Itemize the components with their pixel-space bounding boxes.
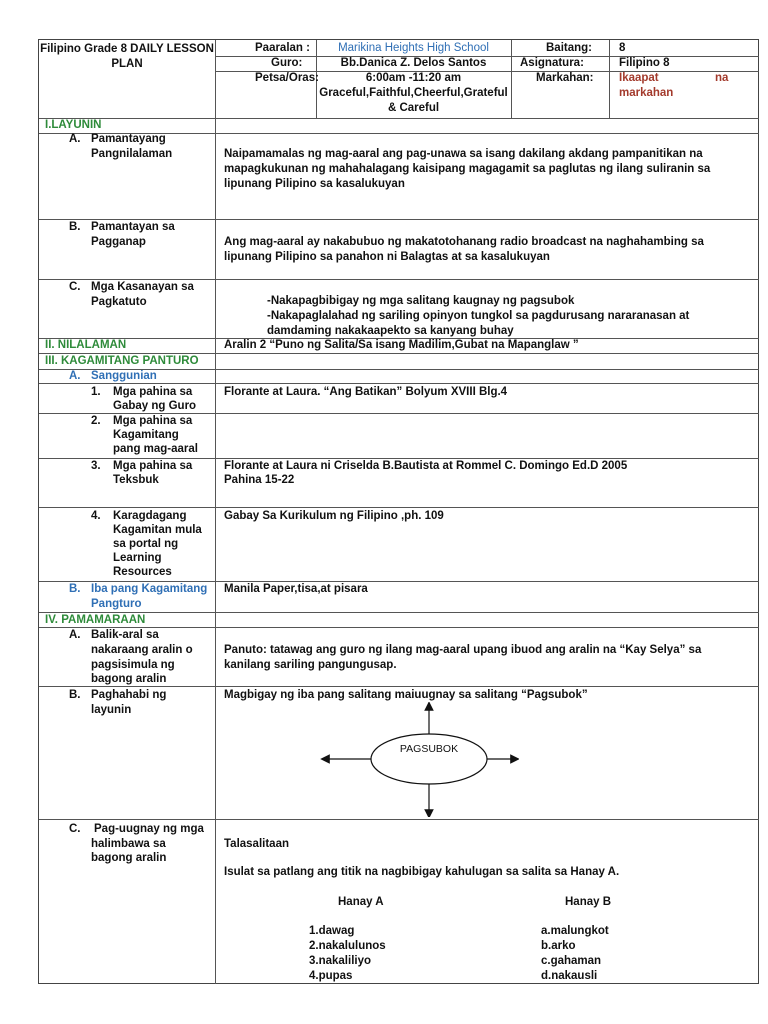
hanay-a-item: 3.nakaliliyo (309, 955, 372, 967)
layunin-c-text-1: -Nakapagbibigay ng mga salitang kaugnay ng pagsubok (267, 295, 575, 307)
layunin-b-label-2: Pagganap (91, 236, 146, 248)
hanay-b-item: b.arko (541, 940, 576, 952)
petsa-value-time: 6:00am -11:20 am (365, 72, 462, 84)
item-1-text: Florante at Laura. “Ang Batikan” Bolyum XVIII Blg.4 (224, 386, 508, 398)
guro-value: Bb.Danica Z. Delos Santos (340, 57, 487, 69)
paghahabi-label: Paghahabi ng (91, 689, 167, 701)
balik-aral-text-2: kanilang sariling pangungusap. (224, 659, 397, 671)
item-3-label: Mga pahina sa (113, 460, 193, 472)
petsa-label: Petsa/Oras: (255, 72, 319, 84)
baitang-value: 8 (619, 42, 626, 54)
layunin-b-text-1: Ang mag-aaral ay nakabubuo ng makatotohanang radio broadcast na naghahambing sa (224, 236, 704, 248)
baitang-label: Baitang: (546, 42, 592, 54)
hanay-b-item: c.gahaman (541, 955, 602, 967)
pag-uugnay-label-3: bagong aralin (91, 852, 167, 864)
balik-aral-label-3: pagsisimula ng (91, 659, 175, 671)
item-3-label-2: Teksbuk (113, 474, 159, 486)
layunin-heading: I.LAYUNIN (45, 119, 102, 131)
item-4-number: 4. (91, 510, 101, 522)
iba-pang-text: Manila Paper,tisa,at pisara (224, 583, 368, 595)
markahan-label: Markahan: (536, 72, 594, 84)
kagamitan-heading: III. KAGAMITANG PANTURO (45, 355, 199, 367)
sanggunian-label: Sanggunian (91, 370, 157, 382)
divider (609, 40, 610, 118)
layunin-c-text-3: damdaming nakakaapekto sa kanyang buhay (267, 325, 514, 337)
balik-aral-label: Balik-aral sa (91, 629, 159, 641)
pagsubok-word: PAGSUBOK (399, 743, 459, 755)
hanay-b-item: a.malungkot (541, 925, 609, 937)
iba-pang-letter: B. (69, 583, 81, 595)
paghahabi-text: Magbigay ng iba pang salitang maiuugnay sa salitang “Pagsubok” (224, 689, 588, 701)
hanay-a-item: 2.nakalulunos (309, 940, 386, 952)
layunin-a-letter: A. (69, 133, 81, 145)
item-4-label-4: Learning (113, 552, 162, 564)
layunin-a-label: Pamantayang (91, 133, 166, 145)
balik-aral-letter: A. (69, 629, 81, 641)
iba-pang-label-2: Pangturo (91, 598, 142, 610)
balik-aral-label-4: bagong aralin (91, 673, 167, 685)
layunin-a-label-2: Pangnilalaman (91, 148, 173, 160)
item-2-label-3: pang mag-aaral (113, 443, 198, 455)
balik-aral-label-2: nakaraang aralin o (91, 644, 193, 656)
divider (39, 612, 759, 613)
layunin-a-text-1: Naipamamalas ng mag-aaral ang pag-unawa sa isang dakilang akdang pampanitikan na (224, 148, 703, 160)
asignatura-value: Filipino 8 (619, 57, 670, 69)
layunin-b-letter: B. (69, 221, 81, 233)
pag-uugnay-letter: C. (69, 823, 81, 835)
pag-uugnay-label: Pag-uugnay ng mga (94, 823, 204, 835)
item-1-label: Mga pahina sa (113, 386, 193, 398)
petsa-value-sections: Graceful,Faithful,Cheerful,Grateful (319, 87, 508, 99)
divider (511, 40, 512, 118)
paghahabi-letter: B. (69, 689, 81, 701)
layunin-c-label-2: Pagkatuto (91, 296, 147, 308)
item-3-text-2: Pahina 15-22 (224, 474, 295, 486)
petsa-value-sections-2: & Careful (387, 102, 440, 114)
balik-aral-text-1: Panuto: tatawag ang guro ng ilang mag-aaral upang ibuod ang aralin na “Kay Selya” sa (224, 644, 702, 656)
divider (39, 819, 759, 820)
layunin-c-label: Mga Kasanayan sa (91, 281, 194, 293)
item-4-text: Gabay Sa Kurikulum ng Filipino ,ph. 109 (224, 510, 444, 522)
item-4-label-5: Resources (113, 566, 172, 578)
divider (215, 118, 216, 984)
item-1-number: 1. (91, 386, 101, 398)
layunin-a-text-3: lipunang Pilipino sa kasalukuyan (224, 178, 405, 190)
layunin-b-label: Pamantayan sa (91, 221, 175, 233)
divider (39, 118, 759, 119)
item-1-label-2: Gabay ng Guro (113, 400, 197, 412)
sanggunian-letter: A. (69, 370, 81, 382)
hanay-a-header: Hanay A (338, 896, 384, 908)
paaralan-value: Marikina Heights High School (338, 42, 489, 54)
layunin-b-text-2: lipunang Pilipino sa panahon ni Balagtas at sa kasalukuyan (224, 251, 550, 263)
layunin-c-text-2: -Nakapaglalahad ng sariling opinyon tungkol sa pagdurusang nararanasan at (267, 310, 690, 322)
hanay-a-item: 4.pupas (309, 970, 353, 982)
lesson-plan-table (38, 39, 759, 984)
layunin-a-text-2: mapagkukunan ng mahahalagang kaisipang magagamit sa paglutas ng ilang suliranin sa (224, 163, 711, 175)
markahan-value-2: markahan (619, 87, 674, 99)
markahan-value-na: na (715, 72, 729, 84)
talasalitaan-instruction: Isulat sa patlang ang titik na nagbibigay kahulugan sa salita sa Hanay A. (224, 866, 620, 878)
item-3-number: 3. (91, 460, 101, 472)
hanay-a-item: 1.dawag (309, 925, 355, 937)
paaralan-label: Paaralan : (255, 42, 310, 54)
iba-pang-label: Iba pang Kagamitang (91, 583, 208, 595)
item-4-label: Karagdagang (113, 510, 187, 522)
markahan-value: Ikaapat (619, 72, 659, 84)
asignatura-label: Asignatura: (520, 57, 584, 69)
item-2-label-2: Kagamitang (113, 429, 179, 441)
pamamaraan-heading: IV. PAMAMARAAN (45, 614, 146, 626)
divider (215, 40, 216, 118)
nilalaman-text: Aralin 2 “Puno ng Salita/Sa isang Madilim,Gubat na Mapanglaw ” (224, 339, 579, 351)
hanay-b-header: Hanay B (565, 896, 612, 908)
pagsubok-word-web (319, 702, 519, 817)
pagsubok-ellipse (371, 734, 487, 784)
layunin-c-letter: C. (69, 281, 81, 293)
item-3-text: Florante at Laura ni Criselda B.Bautista at Rommel C. Domingo Ed.D 2005 (224, 460, 628, 472)
divider (39, 507, 759, 508)
item-4-label-2: Kagamitan mula (113, 524, 202, 536)
item-2-label: Mga pahina sa (113, 415, 193, 427)
guro-label: Guro: (271, 57, 303, 69)
talasalitaan-title: Talasalitaan (224, 838, 289, 850)
document-title: Filipino Grade 8 DAILY LESSON PLAN (40, 43, 214, 70)
item-4-label-3: sa portal ng (113, 538, 179, 550)
item-2-number: 2. (91, 415, 101, 427)
pag-uugnay-label-2: halimbawa sa (91, 838, 166, 850)
hanay-b-item: d.nakausli (541, 970, 598, 982)
paghahabi-label-2: layunin (91, 704, 132, 716)
nilalaman-heading: II. NILALAMAN (45, 339, 127, 351)
